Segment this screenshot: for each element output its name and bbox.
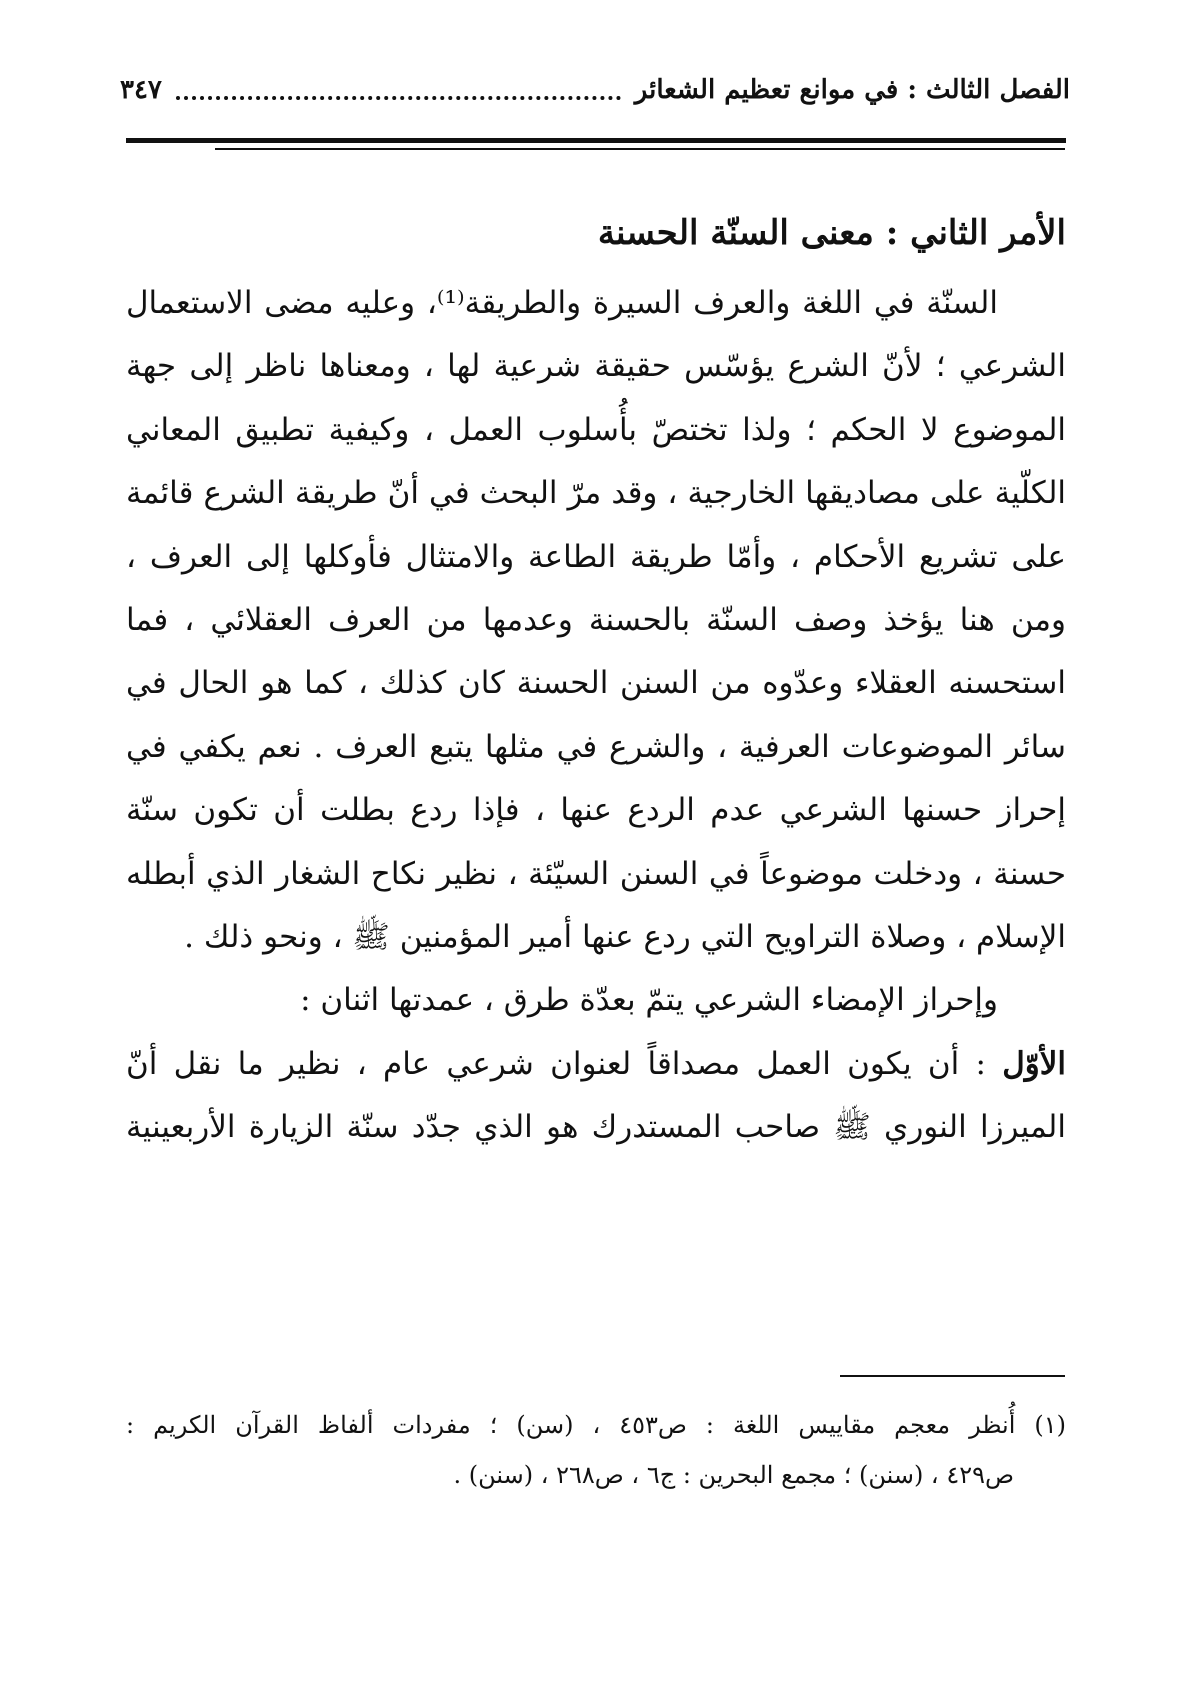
footnotes [126, 1400, 1066, 1500]
body-line: ومن هنا يؤخذ وصف السنّة بالحسنة وعدمها من العرف العقلائي ، فما [126, 601, 1066, 638]
first-point-label: الأوّل [1002, 1045, 1066, 1082]
body-line: استحسنه العقلاء وعدّوه من السنن الحسنة كان كذلك ، كما هو الحال في [126, 665, 1066, 702]
body-line: الموضوع لا الحكم ؛ ولذا تختصّ بأُسلوب العمل ، وكيفية تطبيق المعاني [126, 411, 1066, 448]
body-line: وإحراز الإمضاء الشرعي يتمّ بعدّة طرق ، عمدتها اثنان : [300, 982, 998, 1019]
body-line: على تشريع الأحكام ، وأمّا طريقة الطاعة والامتثال فأوكلها إلى العرف ، [126, 538, 1066, 575]
chapter-title: الفصل الثالث : في موانع تعظيم الشعائر [634, 75, 1070, 105]
header-rule-thick [126, 138, 1066, 143]
leader-dots [176, 96, 621, 100]
body-line: السنّة في اللغة والعرف السيرة والطريقة⁽¹⁾، وعليه مضى الاستعمال [126, 285, 998, 321]
body-line: سائر الموضوعات العرفية ، والشرع في مثلها يتبع العرف . نعم يكفي في [126, 728, 1066, 765]
running-header [120, 62, 1070, 118]
page-number: ٣٤٧ [120, 75, 162, 105]
first-point-line [126, 1033, 1066, 1096]
body-text [126, 272, 1066, 1159]
footnote-line: ص٤٢٩ ، (سنن) ؛ مجمع البحرين : ج٦ ، ص٢٦٨ ، (سنن) . [453, 1461, 1014, 1489]
first-point-text: : أن يكون العمل مصداقاً لعنوان شرعي عام ، نظير ما نقل أنّ [126, 1045, 1003, 1082]
body-line: الشرعي ؛ لأنّ الشرع يؤسّس حقيقة شرعية لها ، ومعناها ناظر إلى جهة [126, 348, 1066, 385]
body-line: الميرزا النوري ﷺ صاحب المستدرك هو الذي جدّد سنّة الزيارة الأربعينية [126, 1109, 1066, 1146]
section-title: الأمر الثاني : معنى السنّة الحسنة [597, 213, 1066, 253]
footnote-line: (١) أُنظر معجم مقاييس اللغة : ص٤٥٣ ، (سن) ؛ مفردات ألفاظ القرآن الكريم : [126, 1411, 1066, 1439]
body-line: الكلّية على مصاديقها الخارجية ، وقد مرّ البحث في أنّ طريقة الشرع قائمة [126, 475, 1066, 512]
body-line: الإسلام ، وصلاة التراويح التي ردع عنها أمير المؤمنين ﷺ ، ونحو ذلك . [184, 918, 1066, 955]
header-rule-thin [215, 148, 1065, 150]
body-line: إحراز حسنها الشرعي عدم الردع عنها ، فإذا ردع بطلت أن تكون سنّة [126, 792, 1066, 829]
body-line: حسنة ، ودخلت موضوعاً في السنن السيّئة ، نظير نكاح الشغار الذي أبطله [126, 855, 1066, 892]
footnote-rule [840, 1375, 1065, 1377]
